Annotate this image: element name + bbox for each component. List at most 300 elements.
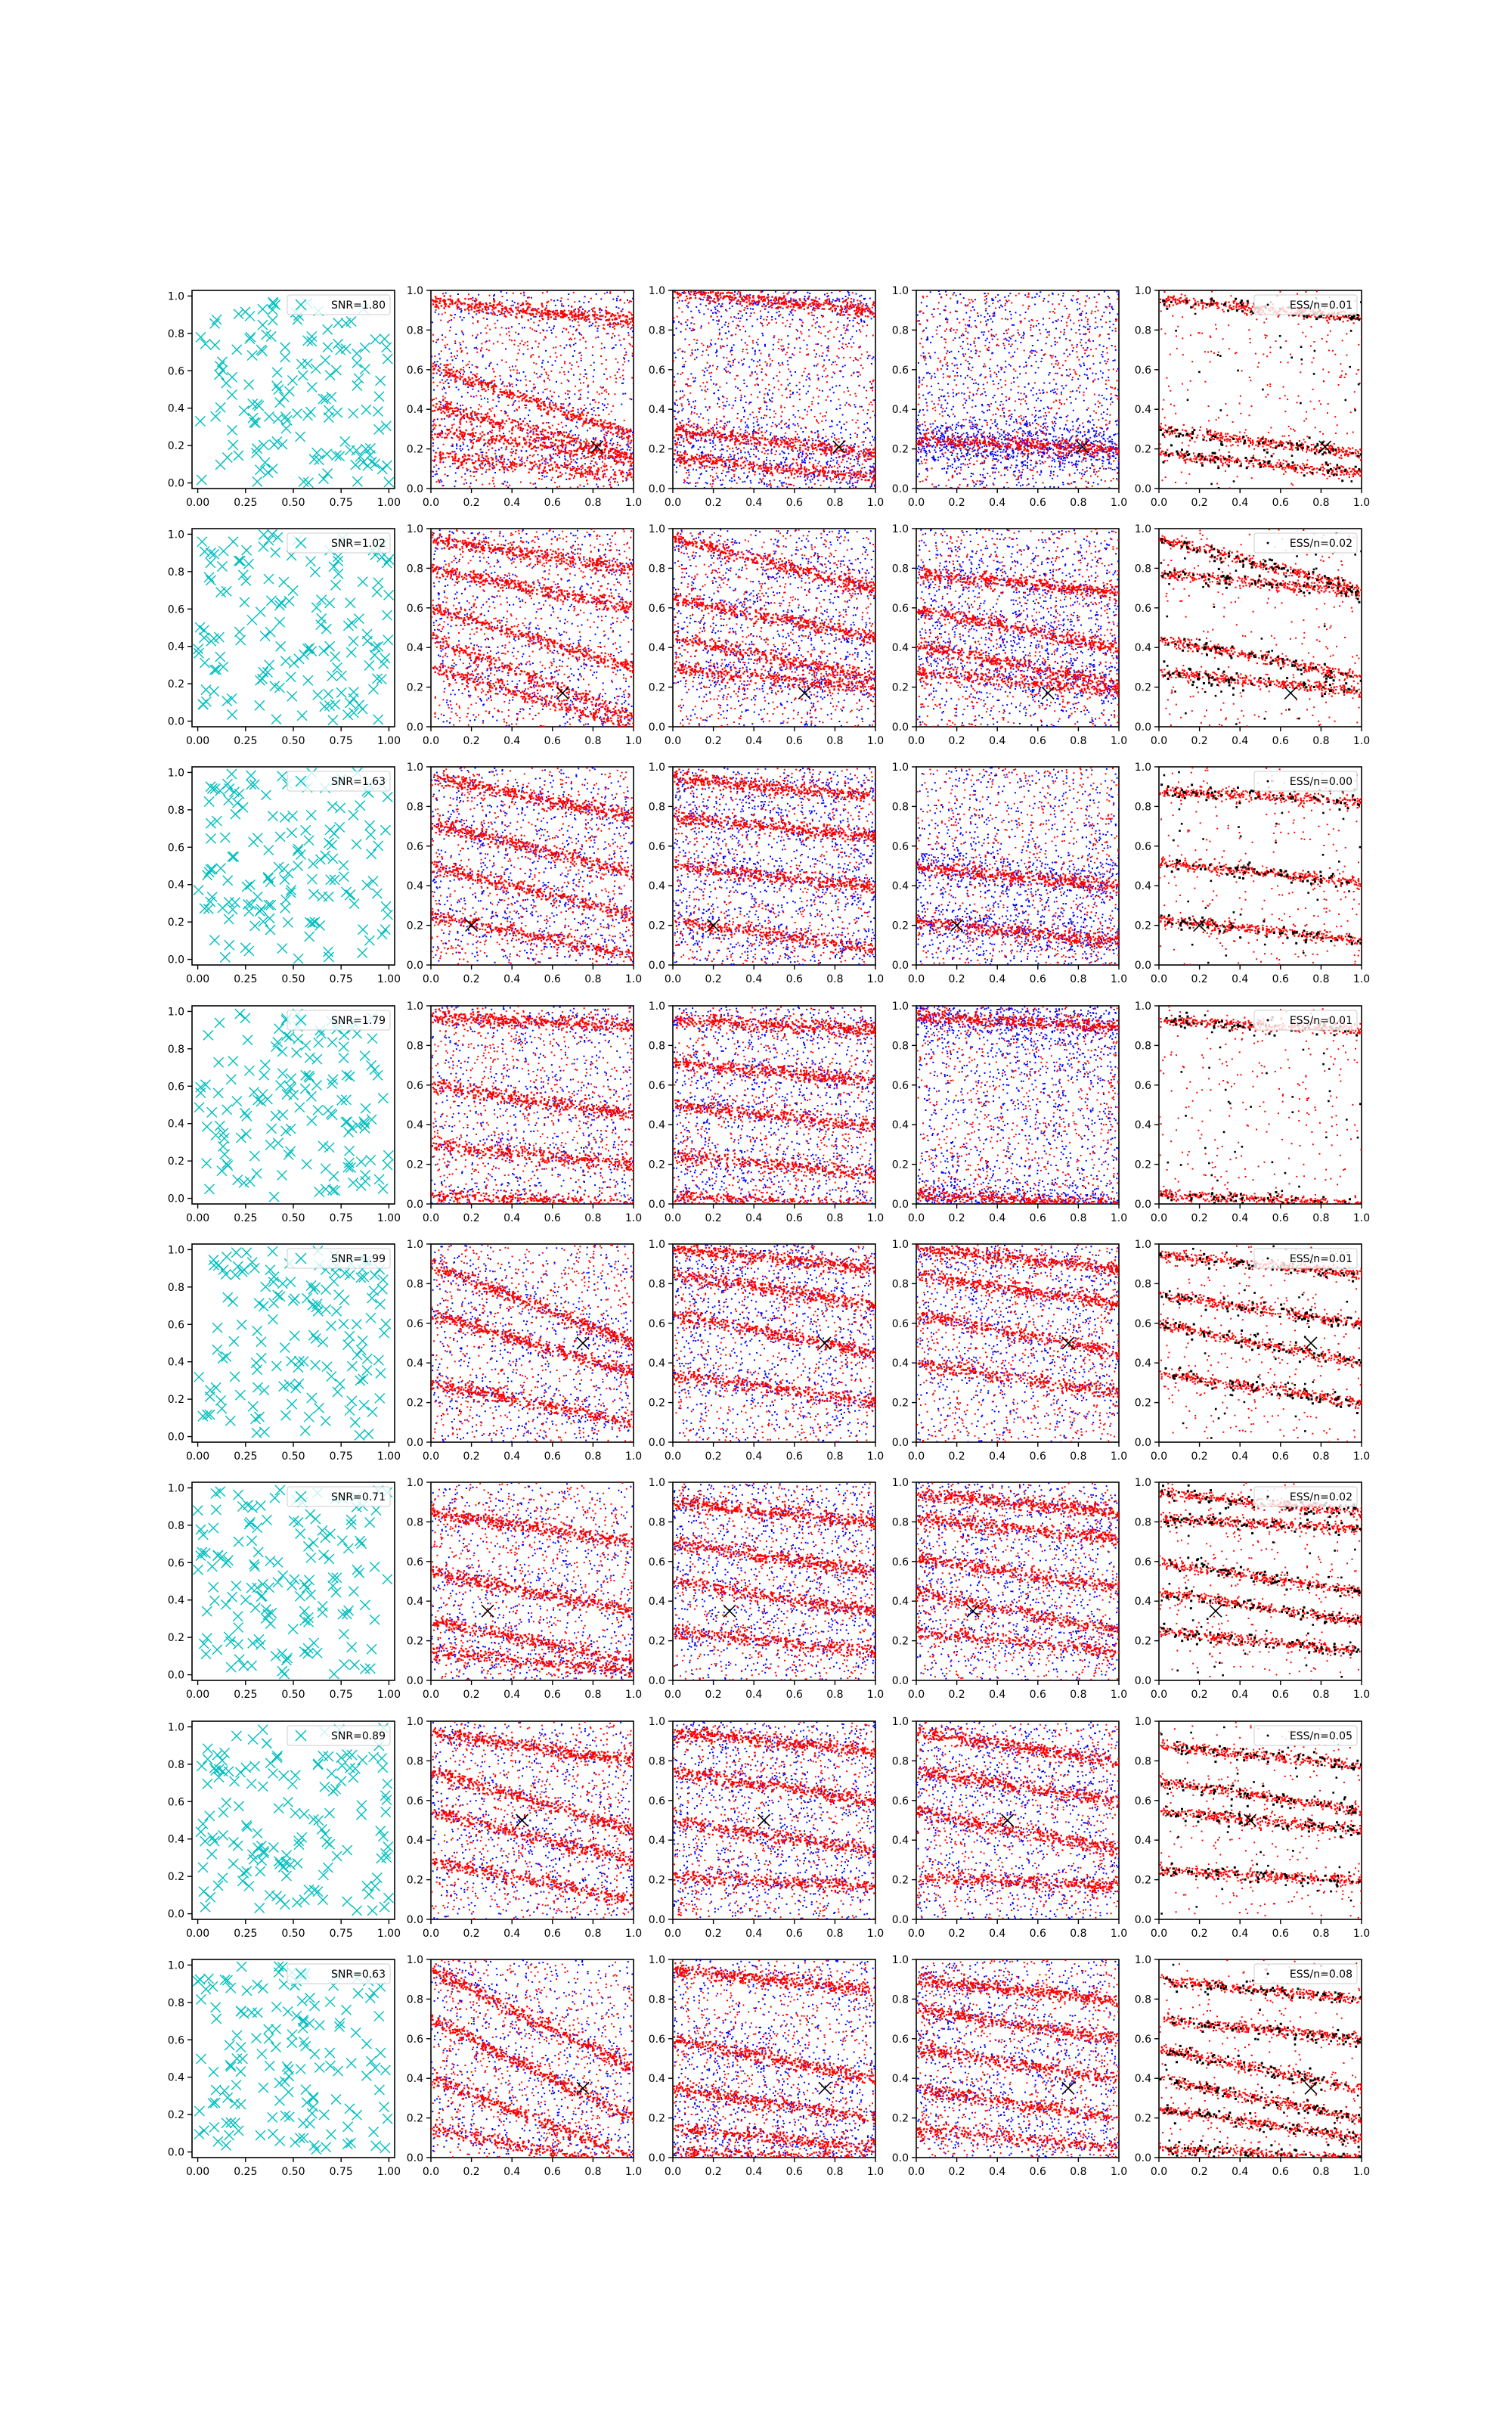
panel-r3-c2 <box>407 762 642 985</box>
panel-r5-c2-xtick-label: 1.0 <box>624 1450 643 1463</box>
panel-r7-c4 <box>892 1716 1127 1940</box>
panel-r5-c2-ytick-label: 0.6 <box>406 1317 423 1330</box>
panel-r4-c5-xtick-label: 0.8 <box>1312 1212 1330 1224</box>
panel-r3-c2-xtick-label: 0.0 <box>422 973 440 985</box>
panel-r7-c4-ytick-label: 0.4 <box>891 1835 909 1848</box>
panel-r7-c2-ytick-label: 1.0 <box>406 1716 423 1728</box>
panel-r4-c5-legend-marker <box>1267 1019 1269 1022</box>
panel-r1-c1 <box>168 290 401 509</box>
panel-r6-c1-ytick-label: 0.6 <box>167 1557 184 1570</box>
panel-r4-c2-ytick-label: 0.6 <box>406 1079 423 1092</box>
panel-r2-c4-xtick-label: 0.4 <box>989 735 1006 747</box>
panel-r3-c4-ytick-label: 0.4 <box>891 880 909 893</box>
panel-r4-c1-xtick-label: 1.00 <box>376 1212 401 1224</box>
panel-r4-c2-xtick-label: 0.0 <box>422 1212 440 1224</box>
panel-r5-c5-legend-marker <box>1267 1258 1269 1260</box>
panel-r3-c3-ytick-label: 0.6 <box>648 840 665 853</box>
panel-r3-c5-xtick-label: 0.2 <box>1191 973 1208 985</box>
panel-r2-c5-particles-red <box>1159 529 1363 728</box>
panel-r6-c3-ytick-label: 0.6 <box>648 1556 665 1568</box>
panel-r2-c5-xtick-label: 0.2 <box>1191 735 1208 747</box>
panel-r8-c2-xtick-label: 0.8 <box>584 2166 602 2178</box>
panel-r4-c2 <box>407 1001 642 1224</box>
panel-r4-c2-xtick-label: 0.8 <box>584 1212 602 1224</box>
panel-r2-c2-xtick-label: 0.6 <box>544 735 561 747</box>
panel-r4-c3-plot-area <box>673 1006 877 1205</box>
panel-r6-c2-xtick-label: 0.8 <box>584 1689 602 1701</box>
panel-r4-c5-ytick-label: 1.0 <box>1134 1001 1151 1013</box>
panel-r7-c5-ytick-label: 0.8 <box>1134 1755 1151 1768</box>
panel-r2-c5-ytick-label: 0.6 <box>1134 602 1151 615</box>
panel-r8-c1-xtick-label: 0.75 <box>329 2166 353 2178</box>
panel-r5-c5-ytick-label: 0.0 <box>1134 1437 1151 1449</box>
panel-r8-c5-ytick-label: 1.0 <box>1134 1954 1151 1966</box>
panel-r4-c3-particles-red <box>673 1006 877 1205</box>
panel-r7-c4-xtick-label: 0.2 <box>948 1928 965 1940</box>
panel-r2-c2-xtick-label: 1.0 <box>624 735 643 747</box>
panel-r3-c3-xtick-label: 0.4 <box>745 973 763 985</box>
panel-r5-c4-ytick-label: 0.8 <box>891 1278 909 1291</box>
panel-r1-c2-xtick-label: 0.6 <box>544 497 561 509</box>
panel-r5-c2-ytick-label: 0.0 <box>406 1437 423 1449</box>
panel-r2-c5-ytick-label: 0.2 <box>1134 681 1151 694</box>
panel-r8-c2-particles-red <box>431 1959 635 2159</box>
panel-r3-c2-ytick-label: 0.8 <box>406 801 423 814</box>
panel-r2-c5-legend-label: ESS/n=0.02 <box>1289 538 1352 550</box>
panel-r8-c4-ytick-label: 0.6 <box>891 2033 909 2046</box>
panel-r6-c5-ytick-label: 0.2 <box>1134 1635 1151 1648</box>
panel-r6-c1-design-points <box>193 1485 392 1679</box>
panel-r8-c4-xtick-label: 0.0 <box>907 2166 925 2178</box>
panel-r2-c4 <box>892 523 1127 747</box>
panel-r6-c3-ytick-label: 0.0 <box>648 1675 665 1687</box>
panel-r2-c2-plot-area <box>431 529 635 728</box>
panel-r1-c1-xtick-label: 0.25 <box>234 497 258 509</box>
panel-r2-c2-xtick-label: 0.0 <box>422 735 440 747</box>
panel-r4-c3-xtick-label: 0.6 <box>785 1212 803 1224</box>
panel-r3-c3-ytick-label: 0.8 <box>648 801 665 814</box>
panel-r4-c5-xtick-label: 0.2 <box>1191 1212 1208 1224</box>
panel-r3-c4-xtick-label: 1.0 <box>1110 973 1128 985</box>
panel-r2-c2 <box>407 523 642 747</box>
panel-r3-c5-ytick-label: 1.0 <box>1134 762 1151 774</box>
panel-r6-c5-weighted-particles <box>1160 1485 1364 1678</box>
panel-r3-c5-xtick-label: 0.0 <box>1150 973 1168 985</box>
panel-r4-c1-xtick-label: 0.50 <box>281 1212 305 1224</box>
panel-r7-c5 <box>1135 1716 1370 1940</box>
panel-r4-c2-xtick-label: 1.0 <box>624 1212 643 1224</box>
panel-r5-c2 <box>407 1239 642 1463</box>
panel-r3-c2-xtick-label: 0.6 <box>544 973 561 985</box>
panel-r1-c5-xtick-label: 0.0 <box>1150 497 1168 509</box>
panel-r6-c5-ytick-label: 0.8 <box>1134 1516 1151 1529</box>
panel-r6-c5-xtick-label: 1.0 <box>1352 1689 1371 1701</box>
panel-r6-c3-ytick-label: 0.4 <box>648 1596 665 1609</box>
panel-r7-c3-xtick-label: 0.6 <box>785 1928 803 1940</box>
panel-r1-c2-ytick-label: 0.4 <box>406 404 423 417</box>
panel-r2-c1-xtick-label: 0.75 <box>329 735 353 747</box>
panel-r2-c5-ytick-label: 0.8 <box>1134 563 1151 576</box>
panel-r4-c5-ytick-label: 0.8 <box>1134 1040 1151 1053</box>
panel-r4-c5-xtick-label: 0.4 <box>1232 1212 1249 1224</box>
panel-r8-c5-legend-marker <box>1267 1973 1269 1975</box>
panel-r7-c4-ytick-label: 0.6 <box>891 1795 909 1807</box>
panel-r4-c5-plot-area <box>1159 1006 1363 1206</box>
panel-r8-c1-legend-label: SNR=0.63 <box>331 1969 386 1981</box>
panel-r3-c1-xtick-label: 0.50 <box>281 973 305 985</box>
panel-r8-c3-plot-area <box>673 1959 877 2159</box>
panel-r8-c2-xtick-label: 0.6 <box>544 2166 561 2178</box>
panel-r8-c3-true-source-marker <box>819 2082 831 2094</box>
panel-r6-c4 <box>892 1477 1127 1701</box>
panel-r7-c1-legend-label: SNR=0.89 <box>331 1730 386 1742</box>
panel-r6-c3-xtick-label: 0.2 <box>705 1689 722 1701</box>
panel-r8-c4-xtick-label: 1.0 <box>1110 2166 1128 2178</box>
panel-r2-c3-xtick-label: 1.0 <box>866 735 885 747</box>
panel-r7-c3-xtick-label: 0.0 <box>664 1928 682 1940</box>
panel-r4-c4 <box>892 1001 1127 1224</box>
panel-r7-c2-true-source-marker <box>516 1814 528 1826</box>
panel-r1-c5-legend-marker <box>1267 304 1269 306</box>
panel-r8-c4-ytick-label: 0.8 <box>891 1993 909 2006</box>
panel-r5-c5-particles-red <box>1159 1246 1363 1443</box>
panel-r5-c1-ytick-label: 0.0 <box>167 1431 184 1444</box>
panel-r1-c3 <box>649 285 884 509</box>
panel-r2-c1 <box>168 529 401 747</box>
panel-r6-c4-xtick-label: 1.0 <box>1110 1689 1128 1701</box>
panel-r7-c5-legend-label: ESS/n=0.05 <box>1289 1730 1352 1742</box>
panel-r1-c4-plot-area <box>916 290 1120 490</box>
panel-r3-c4-ytick-label: 0.0 <box>891 960 909 972</box>
panel-r2-c4-ytick-label: 0.8 <box>891 563 909 576</box>
panel-r3-c2-xtick-label: 0.2 <box>463 973 480 985</box>
panel-r4-c5-ytick-label: 0.0 <box>1134 1199 1151 1211</box>
panel-r2-c3-ytick-label: 0.8 <box>648 563 665 576</box>
panel-r1-c1-ytick-label: 1.0 <box>167 290 184 303</box>
panel-r2-c3-particles-red <box>673 529 877 728</box>
panel-r7-c1 <box>168 1721 401 1940</box>
panel-r8-c5-xtick-label: 0.8 <box>1312 2166 1330 2178</box>
panel-r2-c3-xtick-label: 0.6 <box>785 735 803 747</box>
panel-r1-c5-xtick-label: 0.4 <box>1232 497 1249 509</box>
panel-r1-c2-ytick-label: 0.0 <box>406 483 423 495</box>
panel-r5-c1-legend-label: SNR=1.99 <box>331 1253 386 1265</box>
panel-r1-c4-ytick-label: 0.8 <box>891 324 909 337</box>
panel-r1-c4-xtick-label: 0.4 <box>989 497 1006 509</box>
panel-r8-c1-ytick-label: 0.0 <box>167 2146 184 2159</box>
panel-r6-c1-ytick-label: 1.0 <box>167 1482 184 1495</box>
panel-r2-c2-ytick-label: 0.2 <box>406 681 423 694</box>
panel-r4-c3-ytick-label: 0.8 <box>648 1040 665 1053</box>
panel-r4-c5 <box>1135 1001 1370 1224</box>
panel-r5-c2-true-source-marker <box>577 1337 589 1349</box>
panel-r6-c4-xtick-label: 0.4 <box>989 1689 1006 1701</box>
panel-r1-c2-particles-red <box>431 291 635 490</box>
panel-r7-c2-xtick-label: 0.4 <box>503 1928 521 1940</box>
panel-r3-c3-xtick-label: 0.8 <box>826 973 844 985</box>
panel-r3-c3-plot-area <box>673 768 877 966</box>
panel-r1-c1-xtick-label: 0.50 <box>281 497 305 509</box>
panel-r3-c5-xtick-label: 0.4 <box>1232 973 1249 985</box>
panel-r7-c2-xtick-label: 0.2 <box>463 1928 480 1940</box>
panel-r6-c3-true-source-marker <box>723 1605 736 1617</box>
panel-r1-c5-ytick-label: 0.4 <box>1134 404 1151 417</box>
panel-r5-c2-ytick-label: 0.4 <box>406 1357 423 1370</box>
panel-r1-c3-xtick-label: 0.0 <box>664 497 682 509</box>
panel-r6-c5-xtick-label: 0.8 <box>1312 1689 1330 1701</box>
panel-r2-c2-ytick-label: 0.6 <box>406 602 423 615</box>
panel-r4-c5-xtick-label: 0.0 <box>1150 1212 1168 1224</box>
panel-r6-c2-xtick-label: 0.6 <box>544 1689 561 1701</box>
panel-r8-c3-xtick-label: 0.2 <box>705 2166 722 2178</box>
panel-r6-c1-ytick-label: 0.2 <box>167 1632 184 1645</box>
panel-r8-c5-ytick-label: 0.4 <box>1134 2073 1151 2086</box>
panel-r6-c2-plot-area <box>431 1482 635 1682</box>
panel-r6-c3-ytick-label: 1.0 <box>648 1477 665 1489</box>
panel-r3-c5-ytick-label: 0.8 <box>1134 801 1151 814</box>
panel-r3-c1-xtick-label: 0.25 <box>234 973 258 985</box>
panel-r7-c2-plot-area <box>431 1721 635 1921</box>
panel-r6-c1-ytick-label: 0.8 <box>167 1519 184 1532</box>
panel-r6-c5-ytick-label: 0.6 <box>1134 1556 1151 1568</box>
panel-r5-c1-ytick-label: 0.4 <box>167 1356 184 1369</box>
panel-r6-c2-ytick-label: 0.8 <box>406 1516 423 1529</box>
panel-r7-c3-ytick-label: 0.0 <box>648 1914 665 1926</box>
panel-r4-c3-xtick-label: 0.0 <box>664 1212 682 1224</box>
panel-r3-c2-ytick-label: 0.2 <box>406 920 423 932</box>
panel-r7-c4-plot-area <box>916 1721 1120 1920</box>
panel-r8-c2-ytick-label: 0.0 <box>406 2152 423 2164</box>
panel-r2-c4-xtick-label: 0.6 <box>1029 735 1046 747</box>
panel-r3-c3-ytick-label: 1.0 <box>648 762 665 774</box>
panel-r8-c3-ytick-label: 0.4 <box>648 2073 665 2086</box>
panel-r1-c4-xtick-label: 1.0 <box>1110 497 1128 509</box>
panel-r3-c3-xtick-label: 1.0 <box>866 973 885 985</box>
panel-r5-c3-xtick-label: 0.8 <box>826 1450 844 1463</box>
panel-r5-c5-ytick-label: 0.4 <box>1134 1357 1151 1370</box>
panel-r4-c2-ytick-label: 0.0 <box>406 1199 423 1211</box>
panel-r5-c4-ytick-label: 0.2 <box>891 1397 909 1410</box>
panel-r4-c1-ytick-label: 0.6 <box>167 1081 184 1094</box>
panel-r2-c5 <box>1135 523 1370 747</box>
panel-r2-c1-legend-label: SNR=1.02 <box>331 538 386 550</box>
panel-r7-c2-ytick-label: 0.2 <box>406 1874 423 1887</box>
panel-r4-c4-xtick-label: 1.0 <box>1110 1212 1128 1224</box>
panel-r1-c4-particles-blue <box>916 290 1120 490</box>
panel-r7-c2-xtick-label: 0.0 <box>422 1928 440 1940</box>
panel-r3-c1-ytick-label: 0.8 <box>167 804 184 817</box>
panel-r4-c2-particles-red <box>431 1006 635 1205</box>
panel-r1-c3-xtick-label: 0.2 <box>705 497 722 509</box>
panel-r8-c4-ytick-label: 1.0 <box>891 1954 909 1966</box>
panel-r2-c4-xtick-label: 1.0 <box>1110 735 1128 747</box>
panel-r4-c1-ytick-label: 0.4 <box>167 1118 184 1131</box>
panel-r4-c1-ytick-label: 0.0 <box>167 1193 184 1205</box>
panel-r5-c4-particles-blue <box>916 1245 1120 1444</box>
panel-r7-c4-xtick-label: 0.4 <box>989 1928 1006 1940</box>
panel-r7-c2-xtick-label: 1.0 <box>624 1928 643 1940</box>
panel-r4-c4-plot-area <box>916 1006 1120 1205</box>
panel-r3-c5-xtick-label: 0.6 <box>1272 973 1289 985</box>
panel-r3-c1-ytick-label: 1.0 <box>167 767 184 780</box>
panel-r3-c1-ytick-label: 0.2 <box>167 917 184 929</box>
panel-r3-c4-xtick-label: 0.6 <box>1029 973 1046 985</box>
panel-r8-c4-xtick-label: 0.2 <box>948 2166 965 2178</box>
panel-r2-c5-xtick-label: 0.4 <box>1232 735 1249 747</box>
panel-r3-c2-xtick-label: 0.8 <box>584 973 602 985</box>
panel-r5-c3-plot-area <box>673 1245 877 1444</box>
panel-r2-c4-ytick-label: 0.0 <box>891 721 909 734</box>
panel-r5-c1-xtick-label: 0.00 <box>185 1450 210 1463</box>
panel-r2-c1-xtick-label: 0.25 <box>234 735 258 747</box>
panel-r3-c1-ytick-label: 0.6 <box>167 842 184 855</box>
panel-r1-c2-xtick-label: 1.0 <box>624 497 643 509</box>
panel-r8-c3-ytick-label: 1.0 <box>648 1954 665 1966</box>
panel-r1-c2-xtick-label: 0.8 <box>584 497 602 509</box>
panel-r6-c5-xtick-label: 0.2 <box>1191 1689 1208 1701</box>
panel-r3-c2-particles-red <box>431 767 635 966</box>
panel-r5-c3-particles-blue <box>673 1245 877 1444</box>
panel-r3-c5-ytick-label: 0.2 <box>1134 920 1151 932</box>
panel-r4-c1-xtick-label: 0.25 <box>234 1212 258 1224</box>
panel-r7-c3 <box>649 1716 884 1940</box>
panel-r7-c4-xtick-label: 1.0 <box>1110 1928 1128 1940</box>
panel-r3-c4-xtick-label: 0.4 <box>989 973 1006 985</box>
panel-r6-c2-particles-blue <box>431 1482 635 1682</box>
panel-r6-c5-ytick-label: 0.0 <box>1134 1675 1151 1687</box>
panel-r6-c5-true-source-marker <box>1210 1605 1222 1617</box>
panel-r5-c4 <box>892 1239 1127 1463</box>
panel-r3-c3-ytick-label: 0.0 <box>648 960 665 972</box>
panel-r7-c4-xtick-label: 0.0 <box>907 1928 925 1940</box>
panel-r5-c1-xtick-label: 0.25 <box>234 1450 258 1463</box>
panel-r5-c5-xtick-label: 0.2 <box>1191 1450 1208 1463</box>
panel-r8-c2-ytick-label: 1.0 <box>406 1954 423 1966</box>
panel-r7-c4-true-source-marker <box>1002 1814 1014 1826</box>
panel-r5-c1-design-points <box>194 1246 391 1441</box>
panel-r1-c3-particles-blue <box>673 290 877 489</box>
panel-r8-c2-xtick-label: 0.0 <box>422 2166 440 2178</box>
panel-r3-c1-xtick-label: 1.00 <box>376 973 401 985</box>
panel-r2-c4-xtick-label: 0.8 <box>1070 735 1087 747</box>
panel-r8-c5-xtick-label: 0.2 <box>1191 2166 1208 2178</box>
panel-r7-c3-particles-blue <box>673 1721 877 1920</box>
panel-r1-c2-plot-area <box>431 291 635 490</box>
panel-r5-c2-xtick-label: 0.4 <box>503 1450 521 1463</box>
panel-r7-c3-plot-area <box>673 1721 877 1920</box>
panel-r1-c3-particles-red <box>673 290 877 490</box>
panel-r3-c4-ytick-label: 0.2 <box>891 920 909 932</box>
panel-r3-c4-ytick-label: 0.8 <box>891 801 909 814</box>
panel-r8-c2-ytick-label: 0.2 <box>406 2112 423 2125</box>
panel-r4-c4-xtick-label: 0.2 <box>948 1212 965 1224</box>
panel-r4-c4-ytick-label: 0.0 <box>891 1199 909 1211</box>
panel-r5-c4-xtick-label: 0.6 <box>1029 1450 1046 1463</box>
panel-r4-c5-weighted-particles <box>1160 1012 1362 1206</box>
panel-r8-c4-true-source-marker <box>1062 2082 1074 2094</box>
panel-r5-c1-xtick-label: 0.75 <box>329 1450 353 1463</box>
panel-r7-c4-ytick-label: 0.0 <box>891 1914 909 1926</box>
panel-r1-c3-plot-area <box>673 290 877 490</box>
panel-r1-c5-xtick-label: 1.0 <box>1352 497 1371 509</box>
panel-r4-c2-ytick-label: 0.4 <box>406 1119 423 1132</box>
panel-r7-c5-xtick-label: 0.4 <box>1232 1928 1249 1940</box>
panel-r7-c2-ytick-label: 0.6 <box>406 1795 423 1807</box>
panel-r2-c5-xtick-label: 0.6 <box>1272 735 1289 747</box>
panel-r4-c4-ytick-label: 0.8 <box>891 1040 909 1053</box>
panel-r1-c3-xtick-label: 0.4 <box>745 497 763 509</box>
panel-r1-c5-particles-red <box>1159 290 1363 489</box>
panel-r6-c5-xtick-label: 0.6 <box>1272 1689 1289 1701</box>
panel-r5-c3-ytick-label: 0.0 <box>648 1437 665 1449</box>
panel-r7-c3-xtick-label: 1.0 <box>866 1928 885 1940</box>
panel-r3-c5-particles-red <box>1159 767 1362 965</box>
panel-r3-c4-ytick-label: 1.0 <box>891 762 909 774</box>
panel-r6-c2-ytick-label: 0.4 <box>406 1596 423 1609</box>
panel-r8-c1 <box>168 1959 401 2178</box>
panel-r8-c5-legend-label: ESS/n=0.08 <box>1289 1969 1352 1981</box>
panel-r2-c1-design-points <box>194 529 394 725</box>
panel-r4-c4-xtick-label: 0.6 <box>1029 1212 1046 1224</box>
panel-r4-c5-ytick-label: 0.2 <box>1134 1159 1151 1171</box>
panel-r4-c3-xtick-label: 0.4 <box>745 1212 763 1224</box>
panel-r5-c4-ytick-label: 0.0 <box>891 1437 909 1449</box>
panel-r3-c1 <box>168 767 401 985</box>
panel-r5-c1-ytick-label: 1.0 <box>167 1244 184 1257</box>
panel-r2-c5-xtick-label: 0.8 <box>1312 735 1330 747</box>
panel-r8-c1-xtick-label: 0.50 <box>281 2166 305 2178</box>
panel-r7-c5-ytick-label: 0.6 <box>1134 1795 1151 1807</box>
panel-r1-c5-xtick-label: 0.8 <box>1312 497 1330 509</box>
panel-r6-c3-particles-red <box>673 1483 877 1681</box>
panel-r4-c2-xtick-label: 0.4 <box>503 1212 521 1224</box>
panel-r6-c3-plot-area <box>673 1483 877 1681</box>
panel-r2-c3-xtick-label: 0.4 <box>745 735 763 747</box>
panel-r7-c5-ytick-label: 1.0 <box>1134 1716 1151 1728</box>
panel-r4-c1-ytick-label: 1.0 <box>167 1006 184 1019</box>
panel-r1-c5-ytick-label: 0.2 <box>1134 443 1151 456</box>
panel-r7-c4-ytick-label: 0.8 <box>891 1755 909 1768</box>
panel-r4-c3 <box>649 1001 884 1224</box>
panel-r3-c1-design-points <box>194 768 392 963</box>
panel-r8-c4-xtick-label: 0.8 <box>1070 2166 1087 2178</box>
panel-r7-c3-xtick-label: 0.4 <box>745 1928 763 1940</box>
panel-r4-c2-ytick-label: 1.0 <box>406 1001 423 1013</box>
panel-r3-c3-xtick-label: 0.6 <box>785 973 803 985</box>
panel-r3-c4-xtick-label: 0.8 <box>1070 973 1087 985</box>
panel-r5-c5-xtick-label: 0.0 <box>1150 1450 1168 1463</box>
panel-r6-c2-xtick-label: 0.0 <box>422 1689 440 1701</box>
panel-r1-c3-ytick-label: 0.2 <box>648 443 665 456</box>
panel-r2-c3-ytick-label: 0.0 <box>648 721 665 734</box>
panel-r1-c2-ytick-label: 0.6 <box>406 364 423 377</box>
panel-r4-c5-ytick-label: 0.4 <box>1134 1119 1151 1132</box>
panel-r1-c4-xtick-label: 0.2 <box>948 497 965 509</box>
panel-r5-c4-xtick-label: 0.2 <box>948 1450 965 1463</box>
panel-r1-c4-ytick-label: 0.0 <box>891 483 909 495</box>
panel-r5-c4-xtick-label: 1.0 <box>1110 1450 1128 1463</box>
panel-r8-c3-ytick-label: 0.6 <box>648 2033 665 2046</box>
panel-r4-c4-particles-red <box>916 1006 1120 1205</box>
panel-r2-c4-ytick-label: 1.0 <box>891 523 909 535</box>
panel-r1-c4-ytick-label: 0.2 <box>891 443 909 456</box>
panel-r1-c3-ytick-label: 0.6 <box>648 364 665 377</box>
panel-r2-c5-xtick-label: 0.0 <box>1150 735 1168 747</box>
panel-r3-c5-ytick-label: 0.6 <box>1134 840 1151 853</box>
panel-r3-c1-xtick-label: 0.00 <box>185 973 210 985</box>
panel-r1-c2-xtick-label: 0.4 <box>503 497 521 509</box>
panel-r3-c4-xtick-label: 0.0 <box>907 973 925 985</box>
